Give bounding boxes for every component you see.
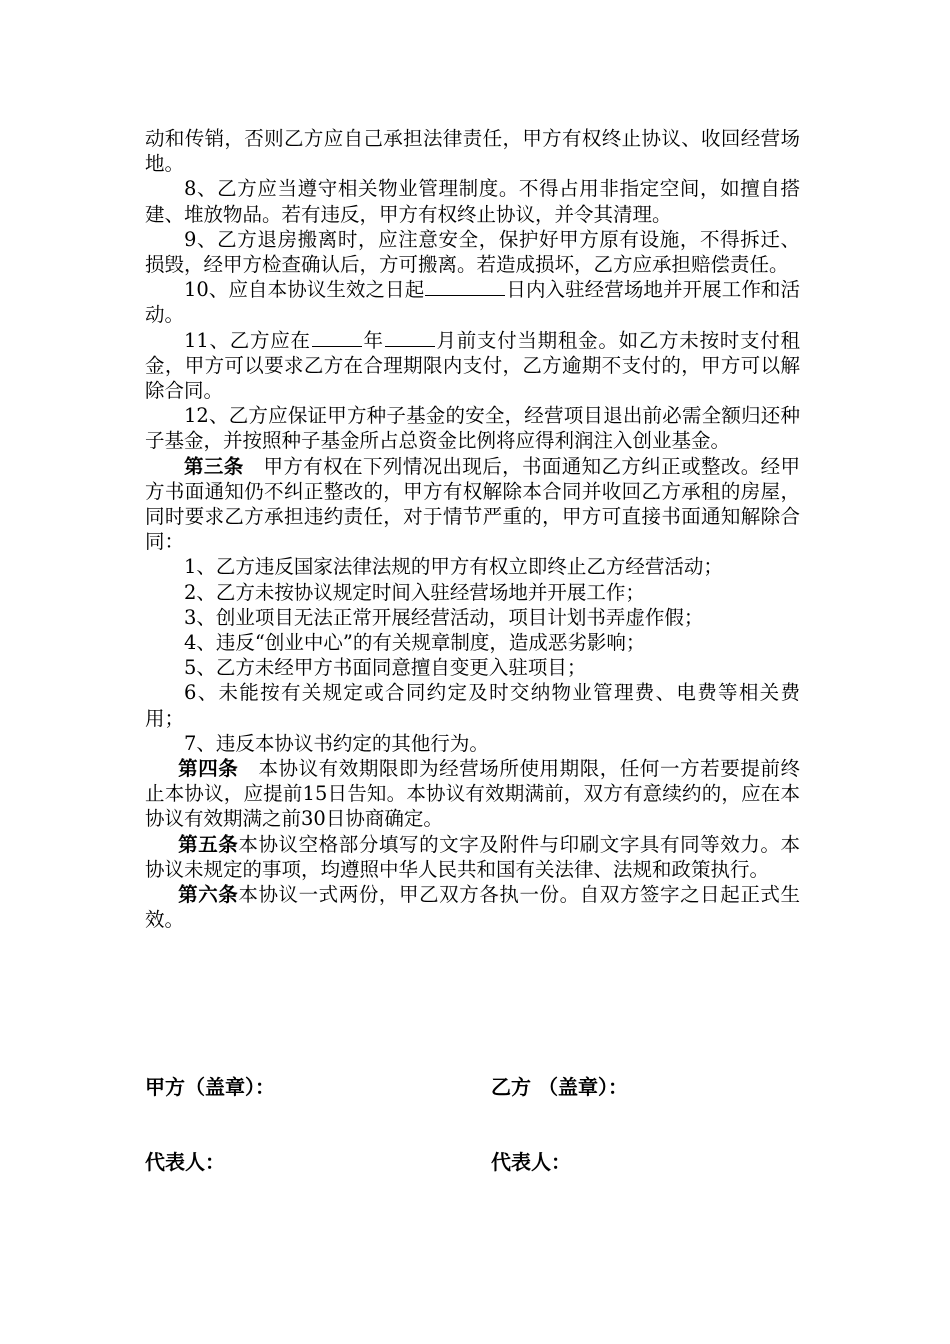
article-3-item-3: 3、创业项目无法正常开展经营活动，项目计划书弄虚作假； [184, 605, 704, 629]
days-blank [425, 277, 505, 296]
article-4-text: 本协议有效期限即为经营场所使用期限，任何一方若要提前终止本协议，应提前15日告知。本协议有效期满前，双方有意续约的，应在本协议有效期满之前30日协商确定。 [145, 757, 800, 831]
clause-7-continuation: 动和传销，否则乙方应自己承担法律责任，甲方有权终止协议、收回经营场地。 [145, 127, 800, 176]
clause-11 [145, 328, 800, 404]
clause-11-text-b: 年 [362, 328, 384, 352]
clause-9: 9、乙方退房搬离时，应注意安全，保护好甲方原有设施，不得拆迁、损毁，经甲方检查确认后，方可搬离。若造成损坏，乙方应承担赔偿责任。 [145, 227, 800, 277]
article-3-text: 甲方有权在下列情况出现后，书面通知乙方纠正或整改。经甲方书面通知仍不纠正整改的，甲方有权解除本合同并收回乙方承租的房屋，同时要求乙方承担违约责任，对于情节严重的，甲方可直接书面通知解除合同： [145, 454, 800, 554]
article-3-item-1: 1、乙方违反国家法律法规的甲方有权立即终止乙方经营活动； [184, 555, 723, 579]
month-blank [385, 328, 435, 347]
article-3-item-7: 7、违反本协议书约定的其他行为。 [184, 731, 489, 755]
year-blank [312, 328, 362, 347]
clause-11-text-c: 月前支付当期租金。如乙方未按时支付租金，甲方可以要求乙方在合理期限内支付，乙方逾期不支付的，甲方可以解除合同。 [145, 328, 800, 403]
article-6-heading: 第六条 [178, 883, 239, 907]
article-5 [145, 832, 800, 882]
article-3 [145, 454, 800, 555]
clause-11-text-a: 11、乙方应在 [184, 328, 311, 352]
article-4 [145, 756, 800, 832]
clause-8: 8、乙方应当遵守相关物业管理制度。不得占用非指定空间，如擅自搭建、堆放物品。若有违反，甲方有权终止协议，并令其清理。 [145, 177, 800, 226]
party-b-representative-label: 代表人： [491, 1150, 571, 1174]
article-5-heading: 第五条 [178, 832, 239, 856]
clause-10 [145, 277, 800, 327]
clause-12: 12、乙方应保证甲方种子基金的安全，经营项目退出前必需全额归还种子基金，并按照种子基金所占总资金比例将应得利润注入创业基金。 [145, 404, 800, 453]
article-6 [145, 882, 800, 932]
article-3-item-2: 2、乙方未按协议规定时间入驻经营场地并开展工作； [184, 580, 645, 604]
party-b-seal-label: 乙方 （盖章）： [491, 1075, 628, 1099]
article-3-heading: 第三条 [184, 454, 244, 478]
article-5-text: 本协议空格部分填写的文字及附件与印刷文字具有同等效力。本协议未规定的事项，均遵照中华人民共和国有关法律、法规和政策执行。 [145, 832, 800, 881]
contract-body [145, 126, 800, 933]
party-a-representative-label: 代表人： [145, 1150, 225, 1174]
clause-10-text-b: 日内入驻经营场地并开展工作和活动。 [145, 278, 800, 327]
article-3-item-4: 4、违反“创业中心”的有关规章制度，造成恶劣影响； [184, 631, 646, 655]
party-a-seal-label: 甲方（盖章）： [145, 1075, 275, 1099]
article-4-heading: 第四条 [178, 757, 239, 781]
article-3-item-6: 6、未能按有关规定或合同约定及时交纳物业管理费、电费等相关费用； [145, 681, 800, 730]
article-6-text: 本协议一式两份，甲乙双方各执一份。自双方签字之日起正式生效。 [145, 883, 800, 932]
article-3-item-5: 5、乙方未经甲方书面同意擅自变更入驻项目； [184, 656, 587, 680]
clause-10-text-a: 10、应自本协议生效之日起 [184, 278, 425, 302]
